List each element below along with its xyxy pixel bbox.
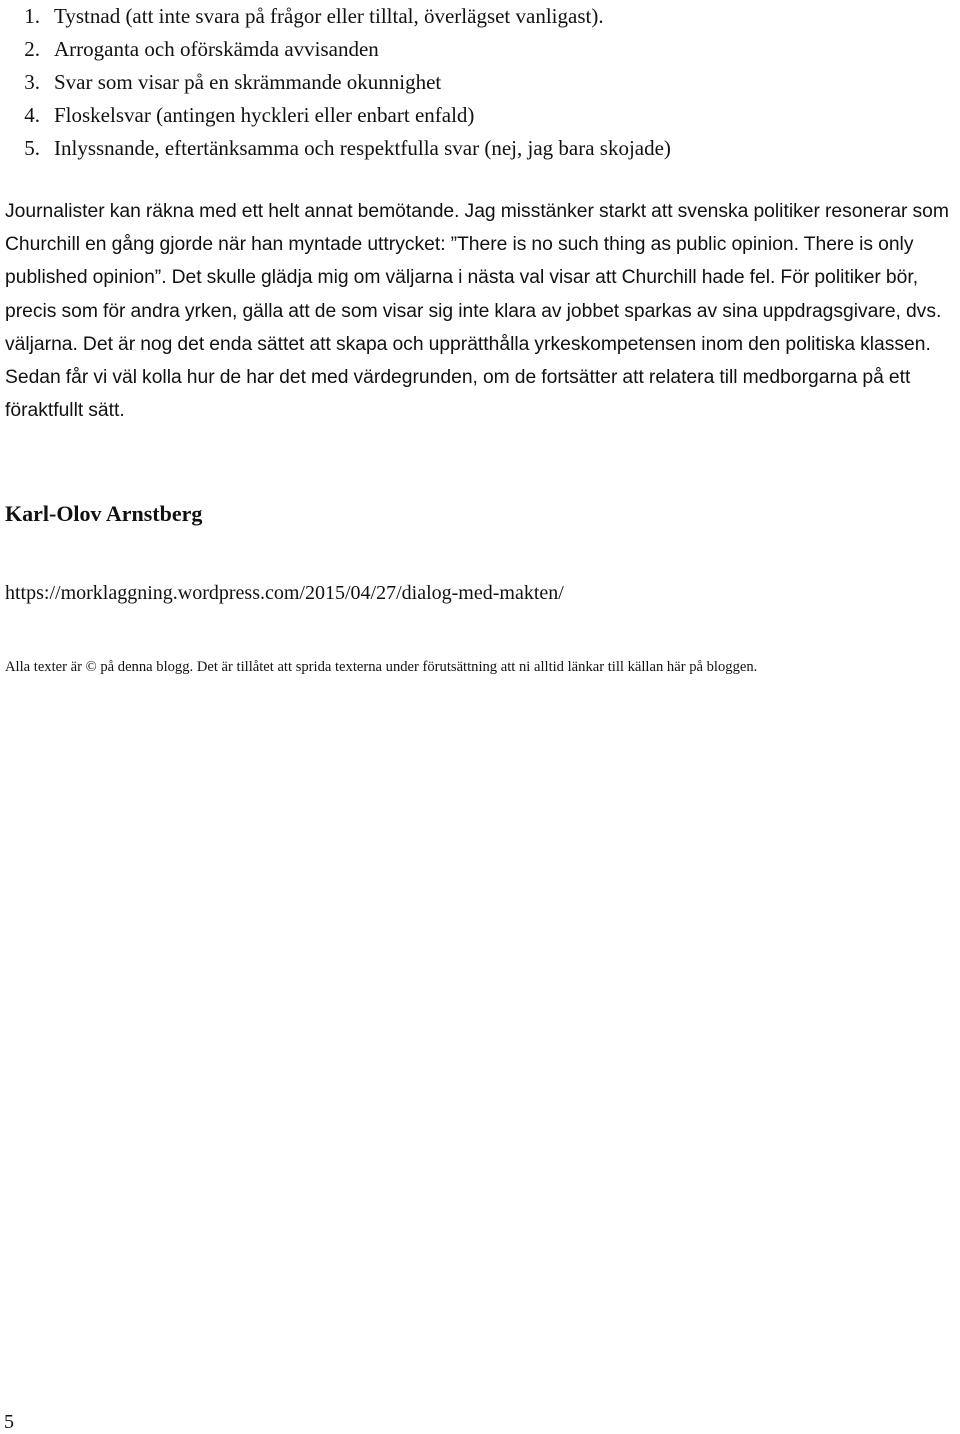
list-item-number: 5. xyxy=(24,136,40,160)
list-item-number: 1. xyxy=(24,4,40,28)
list-item-text: Inlyssnande, eftertänksamma och respektfulla svar (nej, jag bara skojade) xyxy=(54,136,671,160)
list-item-text: Tystnad (att inte svara på frågor eller tilltal, överlägset vanligast). xyxy=(54,4,604,28)
list-item-number: 4. xyxy=(24,103,40,127)
author-name: Karl-Olov Arnstberg xyxy=(5,501,203,526)
numbered-list xyxy=(0,0,960,165)
list-item-text: Floskelsvar (antingen hyckleri eller enbart enfald) xyxy=(54,103,475,127)
list-item xyxy=(0,99,960,132)
list-item-number: 3. xyxy=(24,70,40,94)
page-number: 5 xyxy=(4,1411,14,1433)
list-item-number: 2. xyxy=(24,37,40,61)
body-paragraph: Journalister kan räkna med ett helt annat bemötande. Jag misstänker starkt att svenska politiker resonerar som Churchill en gång gjorde när han myntade uttrycket: ”There is no such thing as public opinion. There is only published opinion”. Det skulle glädja mig om väljarna i nästa val visar att Churchill hade fel. För politiker bör, precis som för andra yrken, gälla att de som visar sig inte klara av jobbet sparkas av sina uppdragsgivare, dvs. väljarna. Det är nog det enda sättet att skapa och upprätthålla yrkeskompetensen inom den politiska klassen. Sedan får vi väl kolla hur de har det med värdegrunden, om de fortsätter att relatera till medborgarna på ett föraktfullt sätt. xyxy=(5,201,949,422)
list-item-text: Arroganta och oförskämda avvisanden xyxy=(54,37,379,61)
list-item xyxy=(0,66,960,99)
list-item xyxy=(0,33,960,66)
source-url: https://morklaggning.wordpress.com/2015/04/27/dialog-med-makten/ xyxy=(5,582,564,604)
list-item-text: Svar som visar på en skrämmande okunnighet xyxy=(54,70,442,94)
list-item xyxy=(0,0,960,33)
copyright-notice: Alla texter är © på denna blogg. Det är tillåtet att sprida texterna under förutsättning att ni alltid länkar till källan här på bloggen. xyxy=(5,659,758,675)
list-item xyxy=(0,132,960,165)
